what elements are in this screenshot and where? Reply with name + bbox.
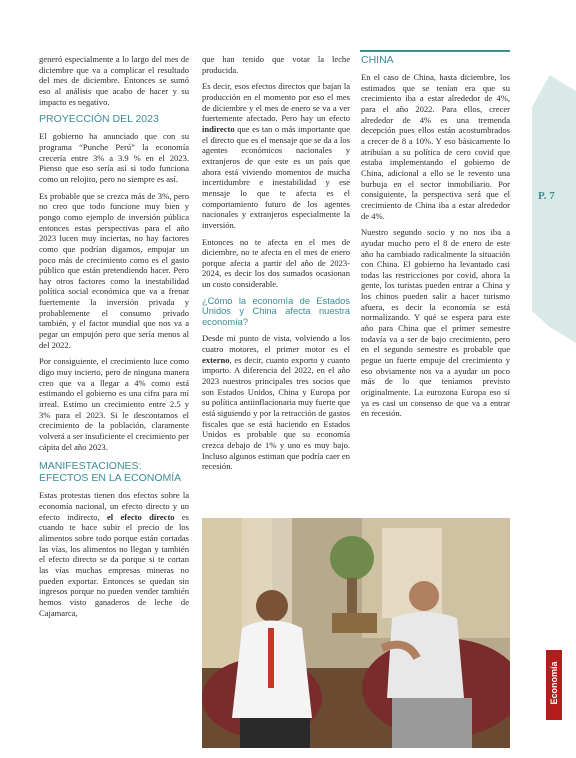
logo-text: Economía [549,661,559,705]
paragraph: Nuestro segundo socio y no nos iba a ayudar mucho pero el 8 de enero de este año ha cambiado radicalmente la situación con China. El gobierno ha levantado casi todas las restricciones por covid, ahora la gente, los turistas pueden entrar a China y los chinos pueden salir a hacer turismo afuera, es decir la economía se está normalizando. Y qué se espera para este año para China que el primer semestre todavía va a ser de bajo crecimiento, pero en el segundo semestre es probable que pegue un fuerte empuje del crecimiento y eso obviamente nos va a ayudar un poco más de lo que teníamos previsto originalmente. La eurozona Europa eso sí ya es casi un consenso de que va a entrar en recesión. [361,227,510,419]
paragraph: Estas protestas tienen dos efectos sobre la economía nacional, un efecto directo y un efecto indirecto, el efecto directo es cuando te hace subir el precio de los alimentos sobre todo porque están cortadas las vías, los alimentos no llegan y también el efecto directo se da porque si te cortan las vías muchas empresas mineras no pueden exportar. Entonces se quedan sin ingresos porque no pueden vender también hemos visto ganaderos de leche de Cajamarca, [39,490,189,618]
section-heading-manifestaciones: MANIFESTACIONES: [39,460,142,473]
paragraph: El gobierno ha anunciado que con su programa “Punche Perú” la economía crecería entre 3% a 3.9 % en el 2023. Pienso que eso sería así si todo funciona como un relojito, pero no siempre es así. [39,131,189,184]
paragraph: que han tenido que votar la leche producida. [202,54,350,75]
section-heading-china: CHINA [361,54,394,66]
bold-phrase: indirecto [202,123,235,134]
page-tab [532,75,576,343]
paragraph: Entonces no te afecta en el mes de diciembre, no te afecta en el mes de enero porque afecta a partir del año de 2023-2024, es decir los dos sumados ocasionan un costo considerable. [202,236,350,290]
section-heading-efectos: EFECTOS EN LA ECONOMÍA [39,472,182,485]
column-2 [202,54,350,478]
page-number: P. 7 [538,190,555,202]
column-3 [361,54,510,425]
bold-phrase: externo [202,354,230,365]
interview-scene-illustration [202,518,510,748]
question-heading: ¿Cómo la economía de Estados Unidos y China afecta nuestra economía? [202,295,350,327]
paragraph: Desde mi punto de vista, volviendo a los cuatro motores, el primer motor es el externo, es decir, cuanto exporto y cuanto importo. A diferencia del 2022, en el año 2023 nuestros principales tres socios que son Estados Unidos, China y Europa por su política antiinflacionaria muy fuerte que está siguiendo y por la retracción de gastos fiscales que se está haciendo en Estados Unidos es probable que su economía crezca debajo de 1% y uno es muy bajo. Incluso algunos estiman que podría caer en recesión. [202,333,350,472]
china-heading-rule [360,50,510,52]
paragraph: Por consiguiente, el crecimiento luce como digo muy incierto, pero de ninguna manera creo que va a llegar a 4% como está estimando el gobierno es una cifra para mí irreal. Estimo un crecimiento entre 2.5 y 3% para el 2023. Si le descontamos el crecimiento de la población, claramente volverá a ser insuficiente el crecimiento per cápita del año 2023. [39,356,189,452]
paragraph: generó especialmente a lo largo del mes de diciembre que va a complicar el resultado del mes de diciembre. Entonces se sumó eso al análisis que acabo de hacer y su impacto es negativo. [39,54,189,107]
bold-phrase: el efecto directo [106,511,175,522]
paragraph: En el caso de China, hasta diciembre, los estimados que se tenían era que su crecimiento iba a estar alrededor de 4%, para el año 2022. Para ellos, crecer alrededor de 4% es una tremenda decepción pues ellos están acostumbrados a crecer de 8 a 10%. Y eso básicamente lo atribuían a su política de cero covid que estaba implementando el gobierno de China, adicional a ello se le revento una burbuja en el sector inmobiliario. Por consiguiente, la perspectiva será que el crecimiento de China iba a estar alrededor de 4%. [361,72,510,221]
paragraph: Es probable que se crezca más de 3%, pero no creo que todo funcione muy bien y pongo como ejemplo de inversión pública entonces estas perspectivas para el año 2023 lucen muy inciertas, no hay factores como que podrían digamos, empujar un poco más de crecimiento como es el gasto público que están pretendiendo hacer. Pero hay otros factores como la inestabilidad política social económica que va a frenar fuertemente la inversión privada y probablemente el consumo privado también, y el factor mundial que nos va a pegar un empujón pero que sería menos al del 2022. [39,190,189,350]
section-heading-proyeccion: PROYECCIÓN DEL 2023 [39,113,159,126]
interview-photo [202,518,510,748]
column-1 [39,54,189,624]
economia-logo [546,650,562,720]
paragraph: Es decir, esos efectos directos que bajan la producción en el momento por eso el mes de diciembre y el mes de enero se va a ver fuertemente afectado. Pero hay un efecto indirecto que es tan o más importante que el directo que es el mensaje que se da a los agentes económicos nacionales y extranjeros de que este es un país que ahora está viviendo momentos de mucha incertidumbre e inestabilidad y ese mensaje lo que te afecta es el comportamiento futuro de los agentes nacionales y extranjeros especialmente la inversión. [202,81,350,230]
